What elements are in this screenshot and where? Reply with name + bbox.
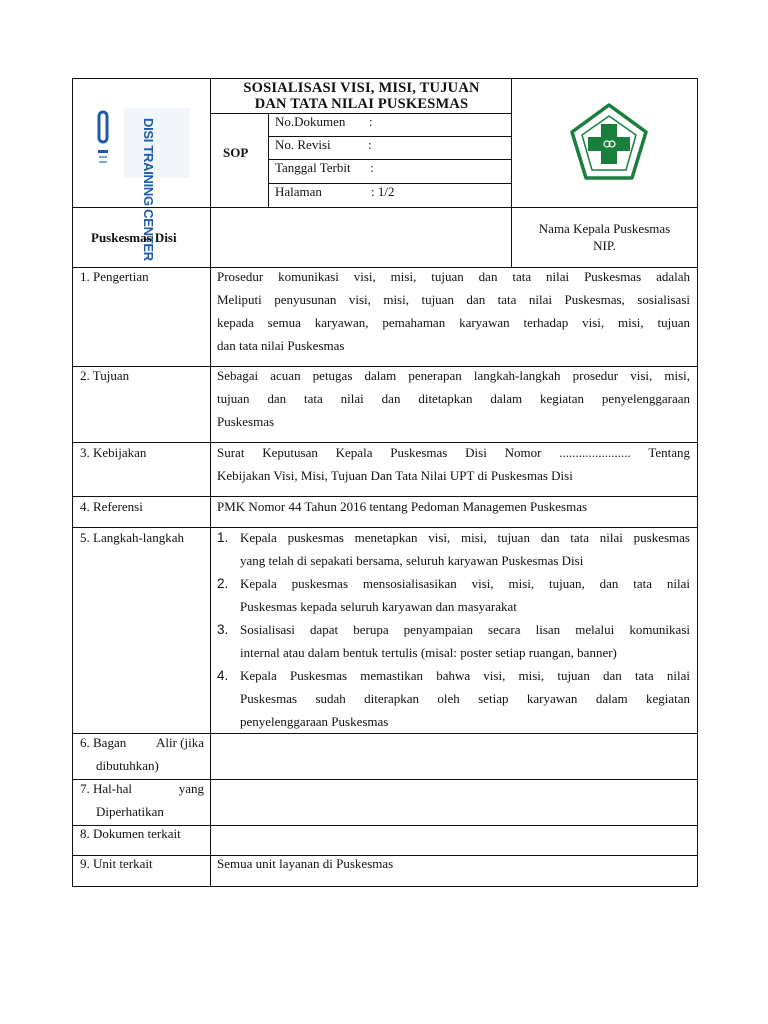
label-langkah: 5. Langkah-langkah: [80, 530, 184, 545]
field-tanggal-terbit-value: :: [370, 160, 374, 175]
content-tujuan: [217, 364, 690, 433]
document-title-line2: DAN TATA NILAI PUSKESMAS: [254, 96, 469, 112]
langkah-item-4: [217, 664, 690, 733]
langkah-item-2: [217, 572, 690, 618]
kebijakan-line-1: Surat Keputusan Kepala Puskesmas Disi Nomor ...................... Tentang: [217, 445, 690, 460]
column-divider-right-header: [511, 78, 512, 207]
field-no-dokumen-label: No.Dokumen: [275, 114, 346, 129]
sop-label: SOP: [223, 145, 249, 160]
tujuan-line-2: tujuan dan tata nilai dan ditetapkan dalam kegiatan penyelenggaraan: [217, 391, 690, 406]
langkah-item-1-number: 1.: [217, 530, 229, 545]
content-unit-terkait: Semua unit layanan di Puskesmas: [217, 856, 394, 871]
field-no-dokumen: [275, 112, 373, 132]
table-border-bottom: [72, 886, 698, 887]
field-no-revisi: [275, 135, 372, 155]
field-tanggal-terbit-label: Tanggal Terbit: [275, 160, 351, 175]
tujuan-line-3: Puskesmas: [217, 414, 275, 429]
field-no-dokumen-value: :: [369, 114, 373, 129]
label-bagan-part2: Alir (jika: [155, 735, 204, 750]
tujuan-line-1: Sebagai acuan petugas dalam penerapan langkah-langkah prosedur visi, misi,: [217, 368, 690, 383]
langkah-item-2-line-1: Kepala puskesmas mensosialisasikan visi, misi, tujuan, dan tata nilai: [240, 576, 690, 591]
label-unit-terkait: 9. Unit terkait: [80, 856, 153, 871]
field-no-revisi-label: No. Revisi: [275, 137, 331, 152]
document-title: [213, 80, 510, 112]
puskesmas-logo-graphic: [566, 102, 652, 184]
content-referensi: PMK Nomor 44 Tahun 2016 tentang Pedoman Managemen Puskesmas: [217, 499, 588, 514]
training-center-logo-text: DISI TRAINING CENTER: [141, 118, 156, 261]
label-halhal-part2: yang: [178, 781, 204, 796]
langkah-item-3-line-1: Sosialisasi dapat berupa penyampaian secara lisan melalui komunikasi: [240, 622, 690, 637]
table-border-top: [72, 78, 698, 79]
title-bottom-line: [210, 113, 511, 114]
langkah-item-1: [217, 526, 690, 572]
kepala-puskesmas-block: [512, 220, 697, 254]
row-line-header: [72, 207, 698, 208]
label-halhal-part3: Diperhatikan: [96, 804, 164, 819]
pengertian-line-2: Meliputi penyusunan visi, misi, tujuan dan tata nilai Puskesmas, sosialisasi: [217, 292, 690, 307]
langkah-item-4-line-2: Puskesmas sudah diterapkan oleh setiap karyawan dalam kegiatan: [240, 691, 690, 706]
puskesmas-logo: [566, 102, 652, 184]
pengertian-line-1: Prosedur komunikasi visi, misi, tujuan dan tata nilai Puskesmas adalah: [217, 269, 690, 284]
langkah-item-4-line-3: penyelenggaraan Puskesmas: [240, 714, 389, 729]
langkah-item-2-line-2: Puskesmas kepada seluruh karyawan dan masyarakat: [240, 599, 517, 614]
field-tanggal-terbit: [275, 158, 374, 178]
langkah-item-3-number: 3.: [217, 622, 229, 637]
langkah-item-2-number: 2.: [217, 576, 229, 591]
document-title-line1: SOSIALISASI VISI, MISI, TUJUAN: [243, 80, 480, 96]
field-halaman-label: Halaman: [275, 184, 322, 199]
field-halaman-value: : 1/2: [371, 184, 395, 199]
pengertian-line-4: dan tata nilai Puskesmas: [217, 338, 345, 353]
label-tujuan: 2. Tujuan: [80, 368, 130, 383]
langkah-item-3: [217, 618, 690, 664]
table-border-right: [697, 78, 698, 887]
label-hal-hal: [80, 777, 204, 823]
kepala-puskesmas-nip: NIP.: [593, 238, 616, 253]
label-bagan-part3: dibutuhkan): [96, 758, 159, 773]
label-kebijakan: 3. Kebijakan: [80, 445, 147, 460]
content-pengertian: [217, 265, 690, 357]
kepala-puskesmas-name: Nama Kepala Puskesmas: [538, 221, 671, 236]
langkah-item-1-line-1: Kepala puskesmas menetapkan visi, misi, tujuan dan tata nilai puskesmas: [240, 530, 690, 545]
content-kebijakan: [217, 441, 690, 487]
column-divider-left: [210, 78, 211, 887]
puskesmas-name: Puskesmas Disi: [91, 230, 177, 245]
label-bagan-alir: [80, 731, 204, 777]
langkah-item-4-line-1: Kepala Puskesmas memastikan bahwa visi, misi, tujuan dan tata nilai: [240, 668, 690, 683]
sop-divider: [268, 113, 269, 207]
label-referensi: 4. Referensi: [80, 499, 143, 514]
pengertian-line-3: kepada semua karyawan, pemahaman karyawan terhadap visi, misi, tujuan: [217, 315, 690, 330]
kebijakan-line-2: Kebijakan Visi, Misi, Tujuan Dan Tata Nilai UPT di Puskesmas Disi: [217, 468, 573, 483]
table-border-left: [72, 78, 73, 887]
label-dokumen-terkait: 8. Dokumen terkait: [80, 826, 181, 841]
field-halaman: [275, 182, 395, 202]
langkah-item-4-number: 4.: [217, 668, 229, 683]
label-bagan-part1: 6. Bagan: [80, 735, 127, 750]
field-no-revisi-value: :: [368, 137, 372, 152]
label-pengertian: 1. Pengertian: [80, 269, 149, 284]
langkah-item-1-line-2: yang telah di sepakati bersama, seluruh karyawan Puskesmas Disi: [240, 553, 584, 568]
label-halhal-part1: 7. Hal-hal: [80, 781, 132, 796]
langkah-item-3-line-2: internal atau dalam bentuk tertulis (misal: poster setiap ruangan, banner): [240, 645, 617, 660]
